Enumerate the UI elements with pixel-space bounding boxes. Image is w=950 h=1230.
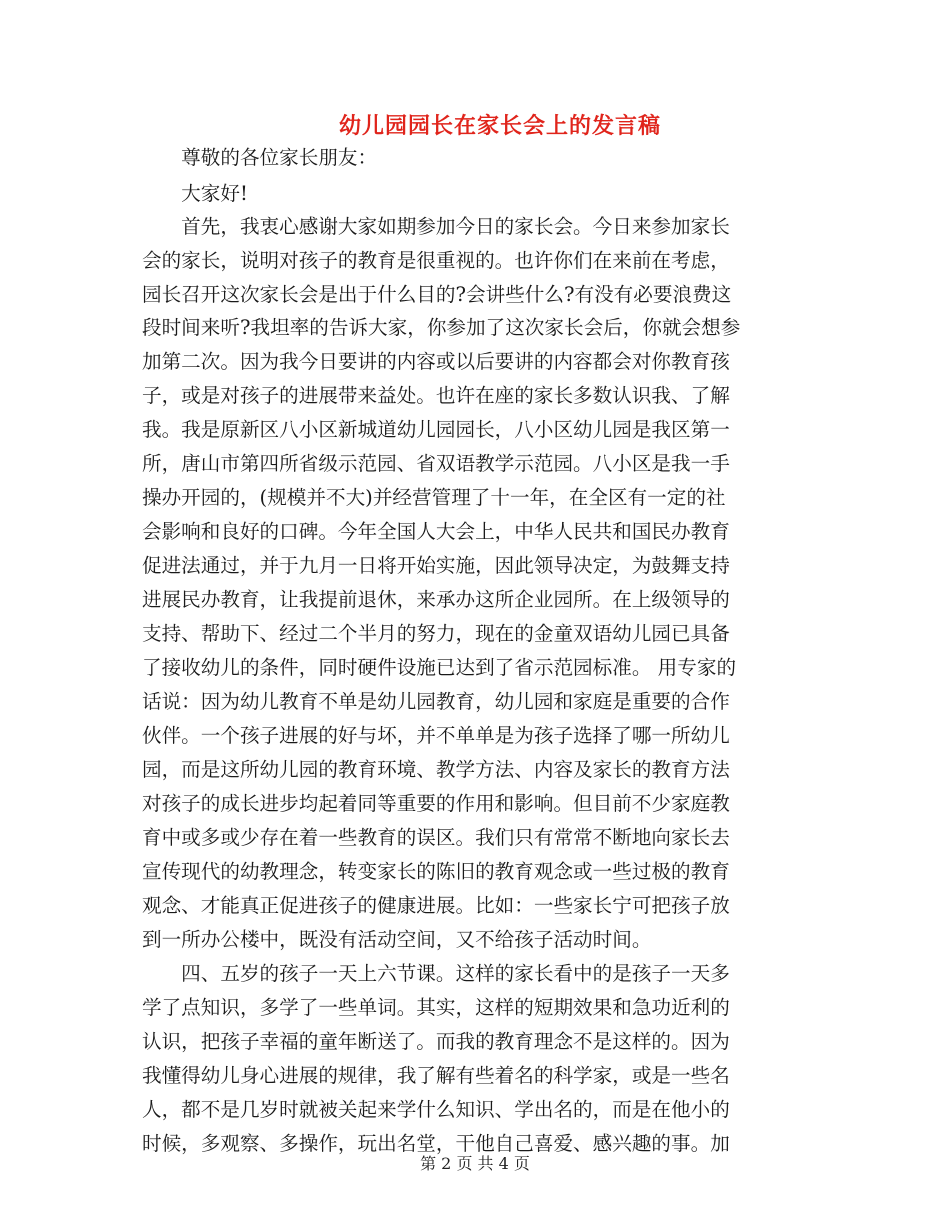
body-line: 伙伴。一个孩子进展的好与坏，并不单单是为孩子选择了哪一所幼儿 [142, 724, 730, 747]
body-line: 操办开园的，(规模并不大)并经营管理了十一年，在全区有一定的社 [142, 486, 726, 509]
body-line: 四、五岁的孩子一天上六节课。这样的家长看中的是孩子一天多 [142, 962, 730, 985]
body-line: 对孩子的成长进步均起着同等重要的作用和影响。但目前不少家庭教 [142, 792, 730, 815]
body-line: 支持、帮助下、经过二个半月的努力，现在的金童双语幼儿园已具备 [142, 622, 730, 645]
body-line: 观念、才能真正促进孩子的健康进展。比如：一些家长宁可把孩子放 [142, 894, 730, 917]
body-line: 会的家长，说明对孩子的教育是很重视的。也许你们在来前在考虑， [142, 249, 730, 272]
body-line: 我。我是原新区八小区新城道幼儿园园长，八小区幼儿园是我区第一 [142, 418, 730, 441]
body-line: 了接收幼儿的条件，同时硬件设施已达到了省示范园标准。 用专家的 [142, 656, 737, 679]
body-line: 所，唐山市第四所省级示范园、省双语教学示范园。八小区是我一手 [142, 452, 730, 475]
body-line: 我懂得幼儿身心进展的规律，我了解有些着名的科学家，或是一些名 [142, 1064, 730, 1087]
page-number-footer: 第 2 页 共 4 页 [420, 1154, 530, 1173]
body-line: 认识，把孩子幸福的童年断送了。而我的教育理念不是这样的。因为 [142, 1030, 730, 1053]
body-line: 进展民办教育，让我提前退休，来承办这所企业园所。在上级领导的 [142, 588, 730, 611]
body-line: 园长召开这次家长会是出于什么目的?会讲些什么?有没有必要浪费这 [142, 283, 732, 306]
body-line: 到一所办公楼中，既没有活动空间，又不给孩子活动时间。 [142, 928, 652, 951]
document-title: 幼儿园园长在家长会上的发言稿 [338, 113, 661, 139]
body-line: 园，而是这所幼儿园的教育环境、教学方法、内容及家长的教育方法 [142, 758, 730, 781]
body-line: 促进法通过，并于九月一日将开始实施，因此领导决定，为鼓舞支持 [142, 554, 730, 577]
body-line: 时候，多观察、多操作，玩出名堂，干他自己喜爱、感兴趣的事。加 [142, 1132, 730, 1155]
body-line: 话说：因为幼儿教育不单是幼儿园教育，幼儿园和家庭是重要的合作 [142, 690, 730, 713]
body-line: 尊敬的各位家长朋友： [142, 146, 378, 169]
body-line: 学了点知识，多学了一些单词。其实，这样的短期效果和急功近利的 [142, 996, 730, 1019]
body-line: 大家好! [142, 182, 248, 205]
body-line: 人，都不是几岁时就被关起来学什么知识、学出名的，而是在他小的 [142, 1098, 730, 1121]
body-line: 会影响和良好的口碑。今年全国人大会上，中华人民共和国民办教育 [142, 520, 730, 543]
body-line: 育中或多或少存在着一些教育的误区。我们只有常常不断地向家长去 [142, 826, 730, 849]
body-line: 宣传现代的幼教理念，转变家长的陈旧的教育观念或一些过极的教育 [142, 860, 730, 883]
body-line: 加第二次。因为我今日要讲的内容或以后要讲的内容都会对你教育孩 [142, 350, 730, 373]
body-line: 子，或是对孩子的进展带来益处。也许在座的家长多数认识我、了解 [142, 384, 730, 407]
body-line: 段时间来听?我坦率的告诉大家，你参加了这次家长会后，你就会想参 [142, 316, 741, 339]
body-line: 首先，我衷心感谢大家如期参加今日的家长会。今日来参加家长 [142, 215, 730, 238]
